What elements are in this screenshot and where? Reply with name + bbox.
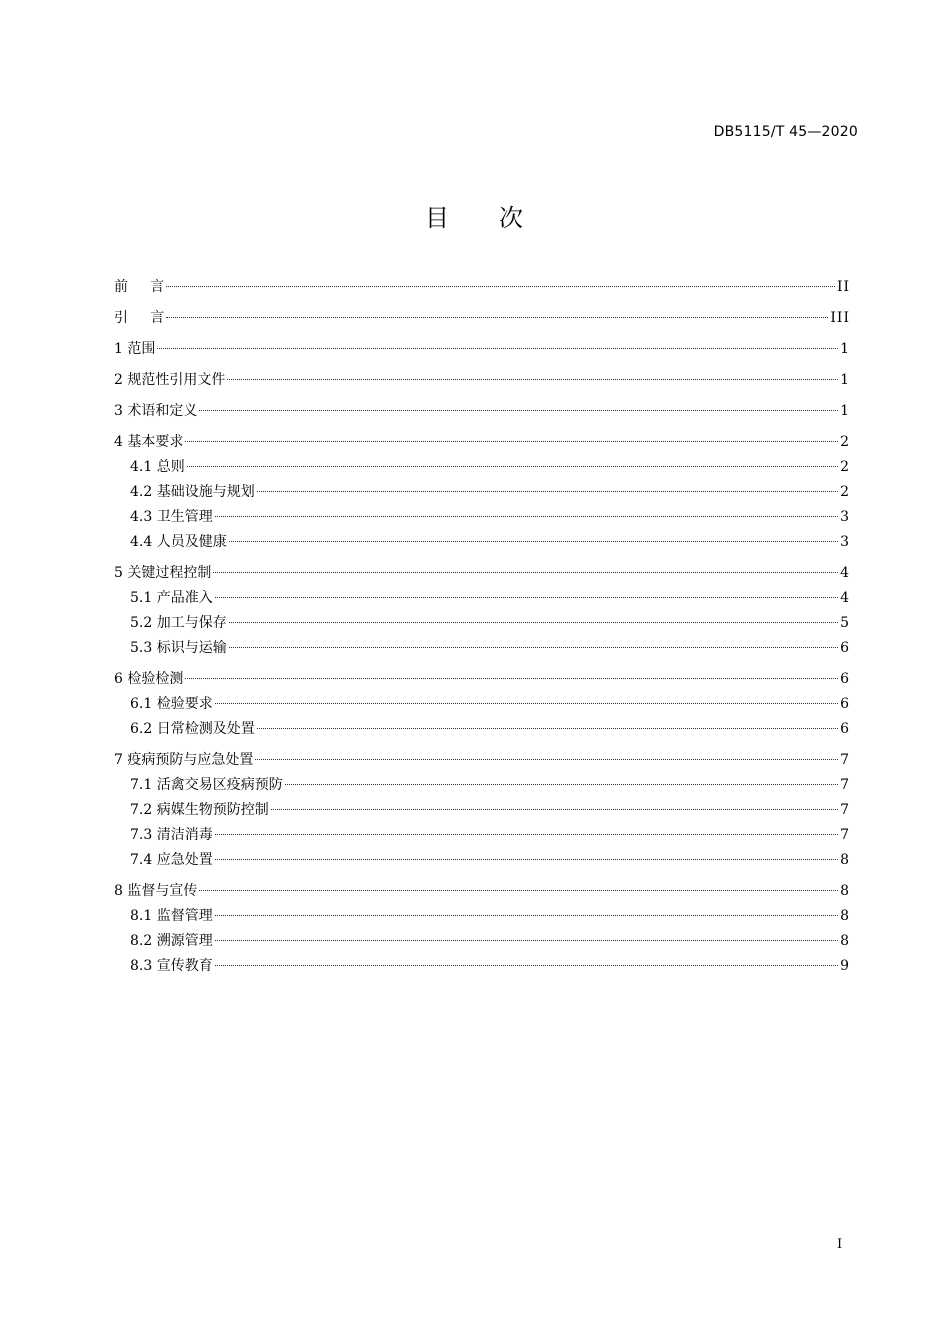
toc-entry[interactable] <box>114 530 850 555</box>
toc-dot-leader <box>255 759 838 760</box>
toc-entry-label: 宣传教育 <box>156 958 213 974</box>
title-char-2: 次 <box>499 204 525 232</box>
toc-entry-number: 1 <box>114 341 123 357</box>
toc-entry-label: 关键过程控制 <box>127 565 212 581</box>
toc-entry-number: 6.1 <box>130 696 153 712</box>
toc-entry-page: 7 <box>840 827 850 843</box>
toc-entry-page: II <box>836 279 850 295</box>
toc-dot-leader <box>257 728 838 729</box>
toc-entry-page: III <box>830 310 850 326</box>
toc-dot-leader <box>215 703 838 704</box>
toc-entry-page: 6 <box>840 640 850 656</box>
toc-entry[interactable] <box>114 748 850 773</box>
toc-entry[interactable] <box>114 717 850 742</box>
toc-entry-label: 加工与保存 <box>156 615 227 631</box>
toc-entry[interactable] <box>114 275 850 300</box>
toc-entry-page: 4 <box>840 565 850 581</box>
toc-entry-label: 前 言 <box>114 279 165 295</box>
toc-dot-leader <box>215 859 838 860</box>
toc-entry-label: 清洁消毒 <box>156 827 213 843</box>
toc-dot-leader <box>285 784 838 785</box>
toc-dot-leader <box>229 622 838 623</box>
toc-entry-page: 5 <box>840 615 850 631</box>
toc-dot-leader <box>227 379 838 380</box>
toc-dot-leader <box>215 915 838 916</box>
toc-entry-page: 7 <box>840 752 850 768</box>
toc-entry-number: 7.1 <box>130 777 153 793</box>
toc-dot-leader <box>229 541 838 542</box>
toc-entry-number: 7.4 <box>130 852 153 868</box>
toc-entry-page: 2 <box>840 434 850 450</box>
toc-entry-label: 引 言 <box>114 310 165 326</box>
toc-entry-label: 监督与宣传 <box>127 883 198 899</box>
toc-entry[interactable] <box>114 798 850 823</box>
toc-entry-page: 1 <box>840 403 850 419</box>
toc-entry-label: 产品准入 <box>156 590 213 606</box>
toc-entry-number: 4.1 <box>130 459 153 475</box>
toc-entry[interactable] <box>114 505 850 530</box>
toc-entry-number: 7.2 <box>130 802 153 818</box>
toc-entry-number: 3 <box>114 403 123 419</box>
toc-entry[interactable] <box>114 848 850 873</box>
toc-entry-number: 4 <box>114 434 123 450</box>
toc-entry-page: 7 <box>840 802 850 818</box>
toc-entry[interactable] <box>114 561 850 586</box>
toc-entry[interactable] <box>114 929 850 954</box>
toc-entry[interactable] <box>114 586 850 611</box>
toc-entry-page: 6 <box>840 696 850 712</box>
toc-dot-leader <box>199 890 838 891</box>
toc-entry-number: 4.2 <box>130 484 153 500</box>
toc-dot-leader <box>215 940 838 941</box>
toc-entry-page: 9 <box>840 958 850 974</box>
toc-entry[interactable] <box>114 823 850 848</box>
toc-entry-number: 7 <box>114 752 123 768</box>
toc-entry-page: 2 <box>840 459 850 475</box>
toc-entry-number: 5.2 <box>130 615 153 631</box>
toc-entry[interactable] <box>114 399 850 424</box>
toc-entry-page: 8 <box>840 883 850 899</box>
toc-entry-label: 监督管理 <box>156 908 213 924</box>
toc-entry[interactable] <box>114 773 850 798</box>
toc-entry-label: 标识与运输 <box>156 640 227 656</box>
toc-entry[interactable] <box>114 954 850 979</box>
toc-entry[interactable] <box>114 611 850 636</box>
toc-entry-number: 5.3 <box>130 640 153 656</box>
toc-entry-page: 3 <box>840 534 850 550</box>
toc-entry[interactable] <box>114 904 850 929</box>
toc-entry-page: 2 <box>840 484 850 500</box>
toc-entry-label: 范围 <box>127 341 156 357</box>
toc-entry-page: 8 <box>840 852 850 868</box>
toc-dot-leader <box>229 647 838 648</box>
toc-entry-label: 病媒生物预防控制 <box>156 802 269 818</box>
toc-entry-number: 4.3 <box>130 509 153 525</box>
toc-entry-page: 7 <box>840 777 850 793</box>
toc-entry-label: 应急处置 <box>156 852 213 868</box>
toc-entry-label: 活禽交易区疫病预防 <box>156 777 283 793</box>
toc-dot-leader <box>185 441 838 442</box>
toc-dot-leader <box>271 809 838 810</box>
toc-entry-page: 8 <box>840 908 850 924</box>
toc-entry-page: 4 <box>840 590 850 606</box>
toc-dot-leader <box>187 466 838 467</box>
toc-entry-number: 8 <box>114 883 123 899</box>
toc-entry-number: 4.4 <box>130 534 153 550</box>
toc-entry-number: 7.3 <box>130 827 153 843</box>
toc-entry-page: 1 <box>840 341 850 357</box>
toc-entry-page: 6 <box>840 721 850 737</box>
toc-dot-leader <box>185 678 838 679</box>
toc-dot-leader <box>215 834 838 835</box>
toc-entry-number: 6.2 <box>130 721 153 737</box>
toc-entry-label: 规范性引用文件 <box>127 372 226 388</box>
toc-dot-leader <box>166 317 828 318</box>
toc-entry-label: 人员及健康 <box>156 534 227 550</box>
toc-entry-number: 8.1 <box>130 908 153 924</box>
toc-entry-page: 6 <box>840 671 850 687</box>
toc-entry-number: 2 <box>114 372 123 388</box>
toc-entry[interactable] <box>114 879 850 904</box>
document-code: DB5115/T 45—2020 <box>713 124 858 140</box>
toc-entry-page: 8 <box>840 933 850 949</box>
table-of-contents <box>114 275 850 979</box>
toc-entry-page: 1 <box>840 372 850 388</box>
toc-entry-label: 卫生管理 <box>156 509 213 525</box>
toc-dot-leader <box>166 286 835 287</box>
toc-entry-number: 5.1 <box>130 590 153 606</box>
toc-entry[interactable] <box>114 306 850 331</box>
toc-entry-label: 总则 <box>156 459 185 475</box>
toc-dot-leader <box>215 965 838 966</box>
toc-entry-label: 基本要求 <box>127 434 184 450</box>
toc-entry[interactable] <box>114 455 850 480</box>
toc-entry-label: 溯源管理 <box>156 933 213 949</box>
toc-dot-leader <box>199 410 838 411</box>
toc-entry-label: 检验检测 <box>127 671 184 687</box>
toc-entry-number: 8.3 <box>130 958 153 974</box>
toc-entry-label: 日常检测及处置 <box>156 721 255 737</box>
toc-entry[interactable] <box>114 337 850 362</box>
toc-entry[interactable] <box>114 480 850 505</box>
toc-entry[interactable] <box>114 692 850 717</box>
toc-dot-leader <box>257 491 838 492</box>
toc-dot-leader <box>157 348 838 349</box>
toc-entry-number: 6 <box>114 671 123 687</box>
toc-entry[interactable] <box>114 667 850 692</box>
toc-dot-leader <box>215 516 838 517</box>
toc-entry-label: 基础设施与规划 <box>156 484 255 500</box>
page-title <box>0 198 950 233</box>
toc-dot-leader <box>213 572 838 573</box>
toc-entry-page: 3 <box>840 509 850 525</box>
toc-entry-label: 检验要求 <box>156 696 213 712</box>
toc-entry-label: 术语和定义 <box>127 403 198 419</box>
title-char-1: 目 <box>425 204 451 232</box>
toc-entry-number: 8.2 <box>130 933 153 949</box>
toc-entry[interactable] <box>114 368 850 393</box>
toc-entry[interactable] <box>114 430 850 455</box>
toc-entry[interactable] <box>114 636 850 661</box>
toc-entry-number: 5 <box>114 565 123 581</box>
toc-entry-label: 疫病预防与应急处置 <box>127 752 254 768</box>
page-number: I <box>837 1237 843 1252</box>
toc-dot-leader <box>215 597 838 598</box>
